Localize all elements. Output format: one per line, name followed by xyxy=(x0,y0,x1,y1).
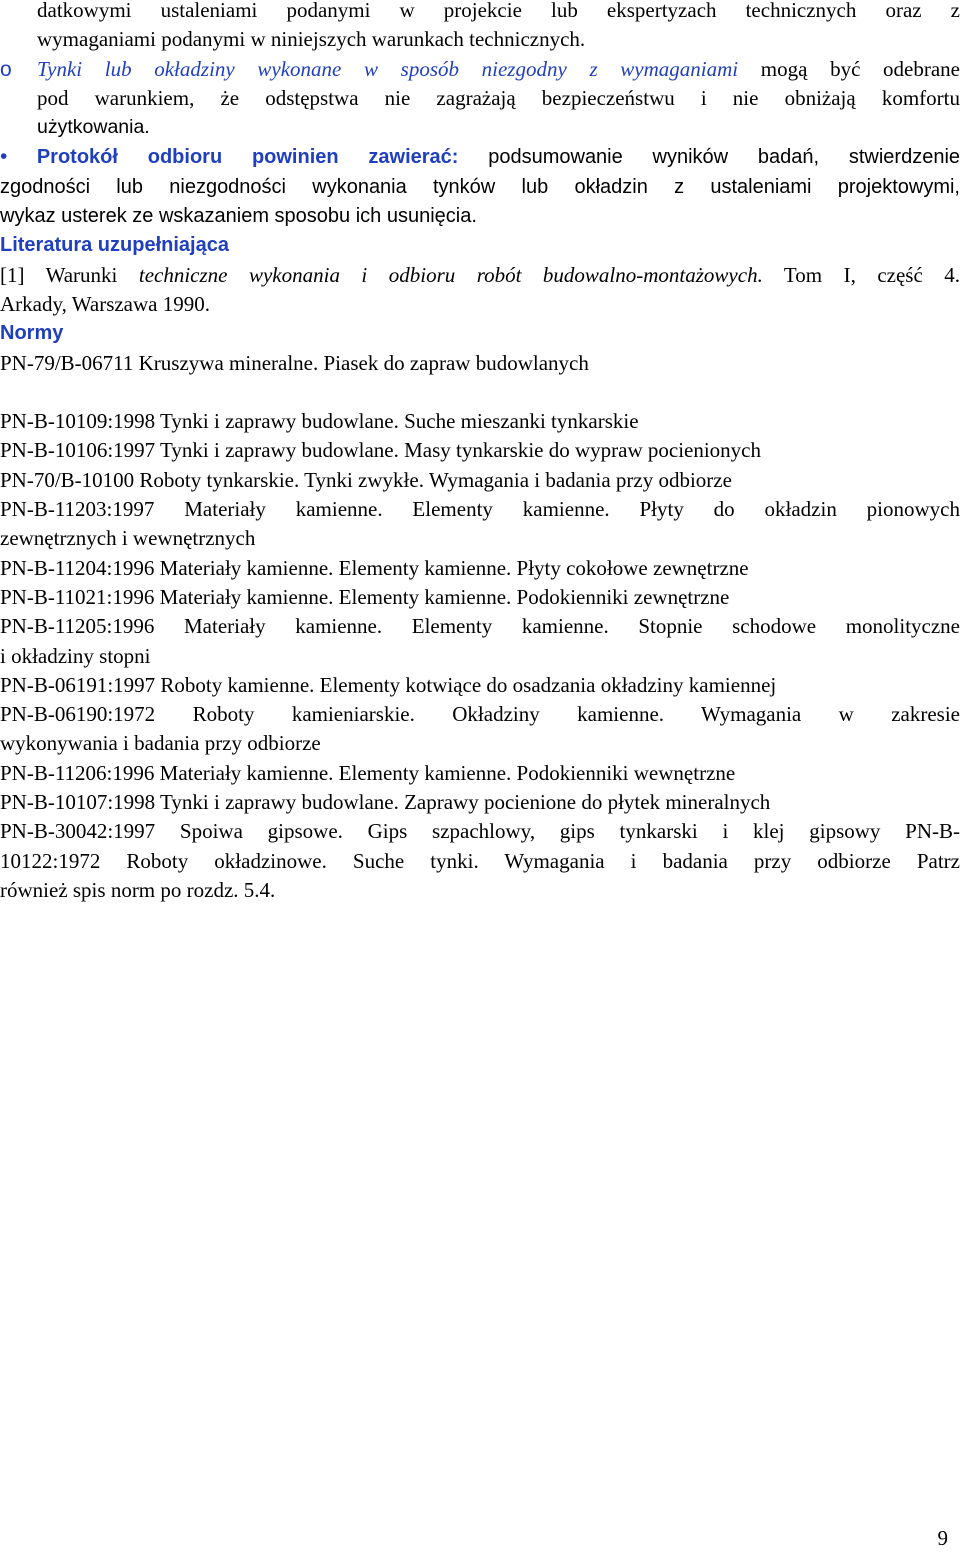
norm-line: PN-B-10106:1997 Tynki i zaprawy budowlane. Masy tynkarskie do wypraw pocienionych xyxy=(0,438,762,463)
text-run: [1] Warunki xyxy=(0,262,139,287)
norm-line: zewnętrznych i wewnętrznych xyxy=(0,526,256,551)
text-line: wymaganiami podanymi w niniejszych warunkach technicznych. xyxy=(37,27,586,52)
section-heading: Literatura uzupełniająca xyxy=(0,234,229,257)
spacer xyxy=(0,378,960,407)
italic-title: techniczne wykonania i odbioru robót budowalno-montażowych. xyxy=(138,262,763,287)
italic-emphasis: Tynki lub okładziny wykonane w sposób niezgodny z wymaganiami xyxy=(37,56,739,81)
circle-bullet-icon: o xyxy=(0,57,12,81)
norm-line: i okładziny stopni xyxy=(0,643,151,668)
norm-line: PN-B-10107:1998 Tynki i zaprawy budowlane. Zaprawy pocienione do płytek mineralnych xyxy=(0,790,771,815)
norm-line: 10122:1972 Roboty okładzinowe. Suche tynki. Wymagania i badania przy odbiorze Patrz xyxy=(0,848,960,873)
text-run: mogą być odebrane xyxy=(738,56,960,81)
norm-line: PN-B-11205:1996 Materiały kamienne. Elementy kamienne. Stopnie schodowe monolityczne xyxy=(0,614,960,639)
reference-line xyxy=(0,261,960,290)
norm-line: PN-B-11203:1997 Materiały kamienne. Elementy kamienne. Płyty do okładzin pionowych xyxy=(0,497,960,522)
text-line: użytkowania. xyxy=(37,116,150,139)
text-line xyxy=(0,142,960,172)
page-number: 9 xyxy=(937,1526,948,1550)
norm-line: PN-B-11204:1996 Materiały kamienne. Elementy kamienne. Płyty cokołowe zewnętrzne xyxy=(0,555,749,580)
norm-line: PN-B-10109:1998 Tynki i zaprawy budowlane. Suche mieszanki tynkarskie xyxy=(0,409,639,434)
bold-label: Protokół odbioru powinien zawierać: xyxy=(36,146,459,169)
text-line xyxy=(0,55,960,84)
paragraph-protokol xyxy=(0,142,960,231)
section-heading: Normy xyxy=(0,322,64,345)
text-run: Tom I, część 4. xyxy=(762,262,960,287)
text-line: zgodności lub niezgodności wykonania tynków lub okładzin z ustaleniami projektowymi, xyxy=(0,175,960,198)
norm-line: PN-B-30042:1997 Spoiwa gipsowe. Gips szpachlowy, gips tynkarski i klej gipsowy PN-B- xyxy=(0,819,960,844)
text-run: podsumowanie wyników badań, stwierdzenie xyxy=(458,146,960,169)
norm-line: PN-70/B-10100 Roboty tynkarskie. Tynki zwykłe. Wymagania i badania przy odbiorze xyxy=(0,467,732,492)
norm-line: wykonywania i badania przy odbiorze xyxy=(0,731,321,756)
text-line: pod warunkiem, że odstępstwa nie zagrażają bezpieczeństwu i nie obniżają komfortu xyxy=(37,85,960,110)
section-literatura xyxy=(0,231,960,319)
norm-line: PN-B-06190:1972 Roboty kamieniarskie. Okładziny kamienne. Wymagania w zakresie xyxy=(0,702,960,727)
norm-line: również spis norm po rozdz. 5.4. xyxy=(0,877,276,902)
norm-line: PN-B-11206:1996 Materiały kamienne. Elementy kamienne. Podokienniki wewnętrzne xyxy=(0,760,736,785)
section-normy xyxy=(0,319,960,905)
bullet-dot-icon: • xyxy=(0,144,8,169)
norm-line: PN-79/B-06711 Kruszywa mineralne. Piasek do zapraw budowlanych xyxy=(0,350,589,375)
reference-line: Arkady, Warszawa 1990. xyxy=(0,291,210,316)
norm-line: PN-B-06191:1997 Roboty kamienne. Elementy kotwiące do osadzania okładziny kamiennej xyxy=(0,672,777,697)
text-line: datkowymi ustaleniami podanymi w projekcie lub ekspertyzach technicznych oraz z xyxy=(37,0,960,22)
text-line: wykaz usterek ze wskazaniem sposobu ich usunięcia. xyxy=(0,205,477,228)
bullet-item-tynki xyxy=(0,55,960,143)
paragraph-intro xyxy=(0,0,960,55)
norm-list xyxy=(0,407,960,905)
norm-line: PN-B-11021:1996 Materiały kamienne. Elementy kamienne. Podokienniki zewnętrzne xyxy=(0,584,730,609)
